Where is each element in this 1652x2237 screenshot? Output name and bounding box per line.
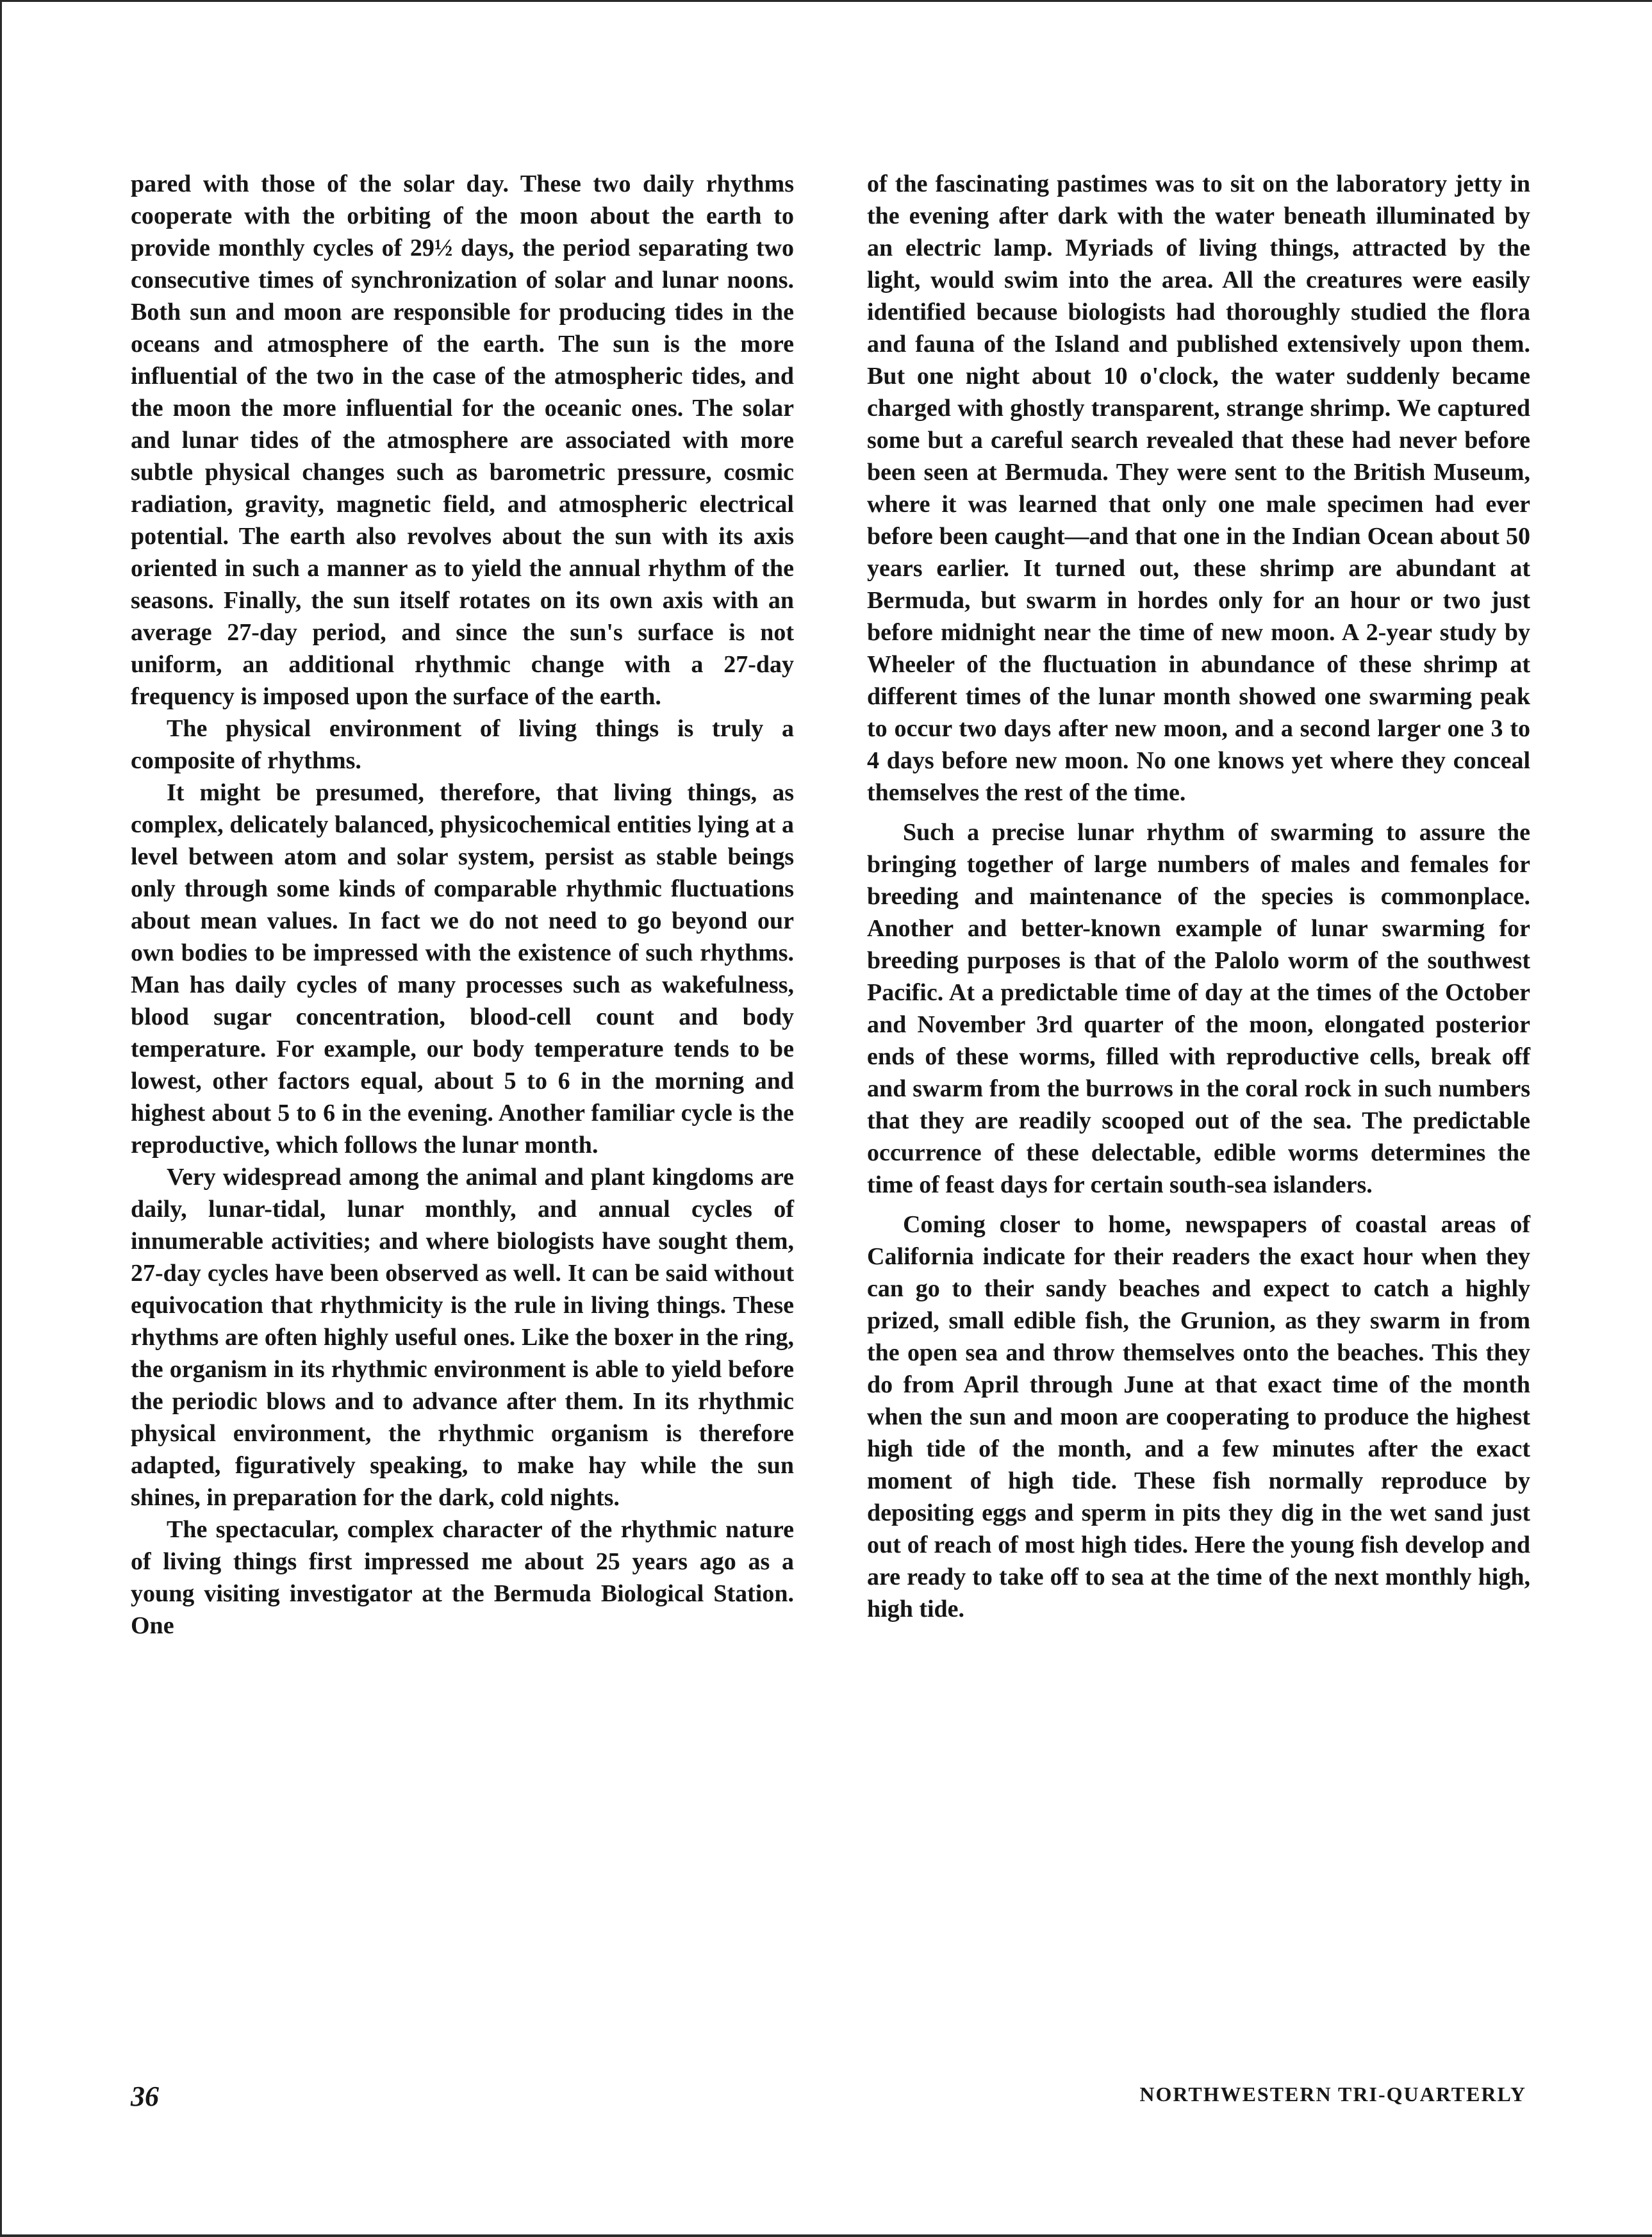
paragraph: The physical environment of living things is truly a composite of rhythms. (131, 715, 794, 774)
left-column (131, 168, 794, 1642)
paragraph: Very widespread among the animal and plant kingdoms are daily, lunar-tidal, lunar monthly, and annual cycles of innumerable activities; and where biologists have sought them, 27-day cycles have been observed as well. It can be said without equivocation that rhythmicity is the rule in living things. These rhythms are often highly useful ones. Like the boxer in the ring, the organism in its rhythmic environment is able to yield before the periodic blows and to advance after them. In its rhythmic physical environment, the rhythmic organism is therefore adapted, figuratively speaking, to make hay while the sun shines, in preparation for the dark, cold nights. (131, 1164, 794, 1511)
paragraph: Coming closer to home, newspapers of coastal areas of California indicate for their readers the exact hour when they can go to their sandy beaches and expect to catch a highly prized, small edible fish, the Grunion, as they swarm in from the open sea and throw themselves onto the beaches. This they do from April through June at that exact time of the month when the sun and moon are cooperating to produce the highest high tide of the month, and a few minutes after the exact moment of high tide. These fish normally reproduce by depositing eggs and sperm in pits they dig in the wet sand just out of reach of most high tides. Here the young fish develop and are ready to take off to sea at the time of the next monthly high, high tide. (867, 1211, 1530, 1622)
paragraph: pared with those of the solar day. These two daily rhythms cooperate with the orbiting of the moon about the earth to provide monthly cycles of 29½ days, the period separating two consecutive times of synchronization of solar and lunar noons. Both sun and moon are responsible for producing tides in the oceans and atmosphere of the earth. The sun is the more influential of the two in the case of the atmospheric tides, and the moon the more influential for the oceanic ones. The solar and lunar tides of the atmosphere are associated with more subtle physical changes such as barometric pressure, cosmic radiation, gravity, magnetic field, and atmospheric electrical potential. The earth also revolves about the sun with its axis oriented in such a manner as to yield the annual rhythm of the seasons. Finally, the sun itself rotates on its own axis with an average 27-day period, and since the sun's surface is not uniform, an additional rhythmic change with a 27-day frequency is imposed upon the surface of the earth. (131, 170, 794, 710)
paragraph: of the fascinating pastimes was to sit on the laboratory jetty in the evening after dark with the water beneath illuminated by an electric lamp. Myriads of living things, attracted by the light, would swim into the area. All the creatures were easily identified because biologists had thoroughly studied the flora and fauna of the Island and published extensively upon them. But one night about 10 o'clock, the water suddenly became charged with ghostly transparent, strange shrimp. We captured some but a careful search revealed that these had never before been seen at Bermuda. They were sent to the British Museum, where it was learned that only one male specimen had ever before been caught—and that one in the Indian Ocean about 50 years earlier. It turned out, these shrimp are abundant at Bermuda, but swarm in hordes only for an hour or two just before midnight near the time of new moon. A 2-year study by Wheeler of the fluctuation in abundance of these shrimp at different times of the lunar month showed one swarming peak to occur two days after new moon, and a second larger one 3 to 4 days before new moon. No one knows yet where they conceal themselves the rest of the time. (867, 170, 1530, 806)
page-number: 36 (131, 2081, 159, 2112)
paragraph: Such a precise lunar rhythm of swarming to assure the bringing together of large numbers of males and females for breeding and maintenance of the species is commonplace. Another and better-known example of lunar swarming for breeding purposes is that of the Palolo worm of the southwest Pacific. At a predictable time of day at the times of the October and November 3rd quarter of the moon, elongated posterior ends of these worms, filled with reproductive cells, break off and swarm from the burrows in the coral rock in such numbers that they are readily scooped out of the sea. The predictable occurrence of these delectable, edible worms determines the time of feast days for certain south-sea islanders. (867, 819, 1530, 1198)
paragraph: The spectacular, complex character of the rhythmic nature of living things first impressed me about 25 years ago as a young visiting investigator at the Bermuda Biological Station. One (131, 1516, 794, 1639)
paragraph: It might be presumed, therefore, that living things, as complex, delicately balanced, physicochemical entities lying at a level between atom and solar system, persist as stable beings only through some kinds of comparable rhythmic fluctuations about mean values. In fact we do not need to go beyond our own bodies to be impressed with the existence of such rhythms. Man has daily cycles of many processes such as wakefulness, blood sugar concentration, blood-cell count and body temperature. For example, our body temperature tends to be lowest, other factors equal, about 5 to 6 in the morning and highest about 5 to 6 in the evening. Another familiar cycle is the reproductive, which follows the lunar month. (131, 779, 794, 1159)
right-column (867, 168, 1530, 1625)
running-footer: NORTHWESTERN TRI-QUARTERLY (1139, 2083, 1526, 2106)
